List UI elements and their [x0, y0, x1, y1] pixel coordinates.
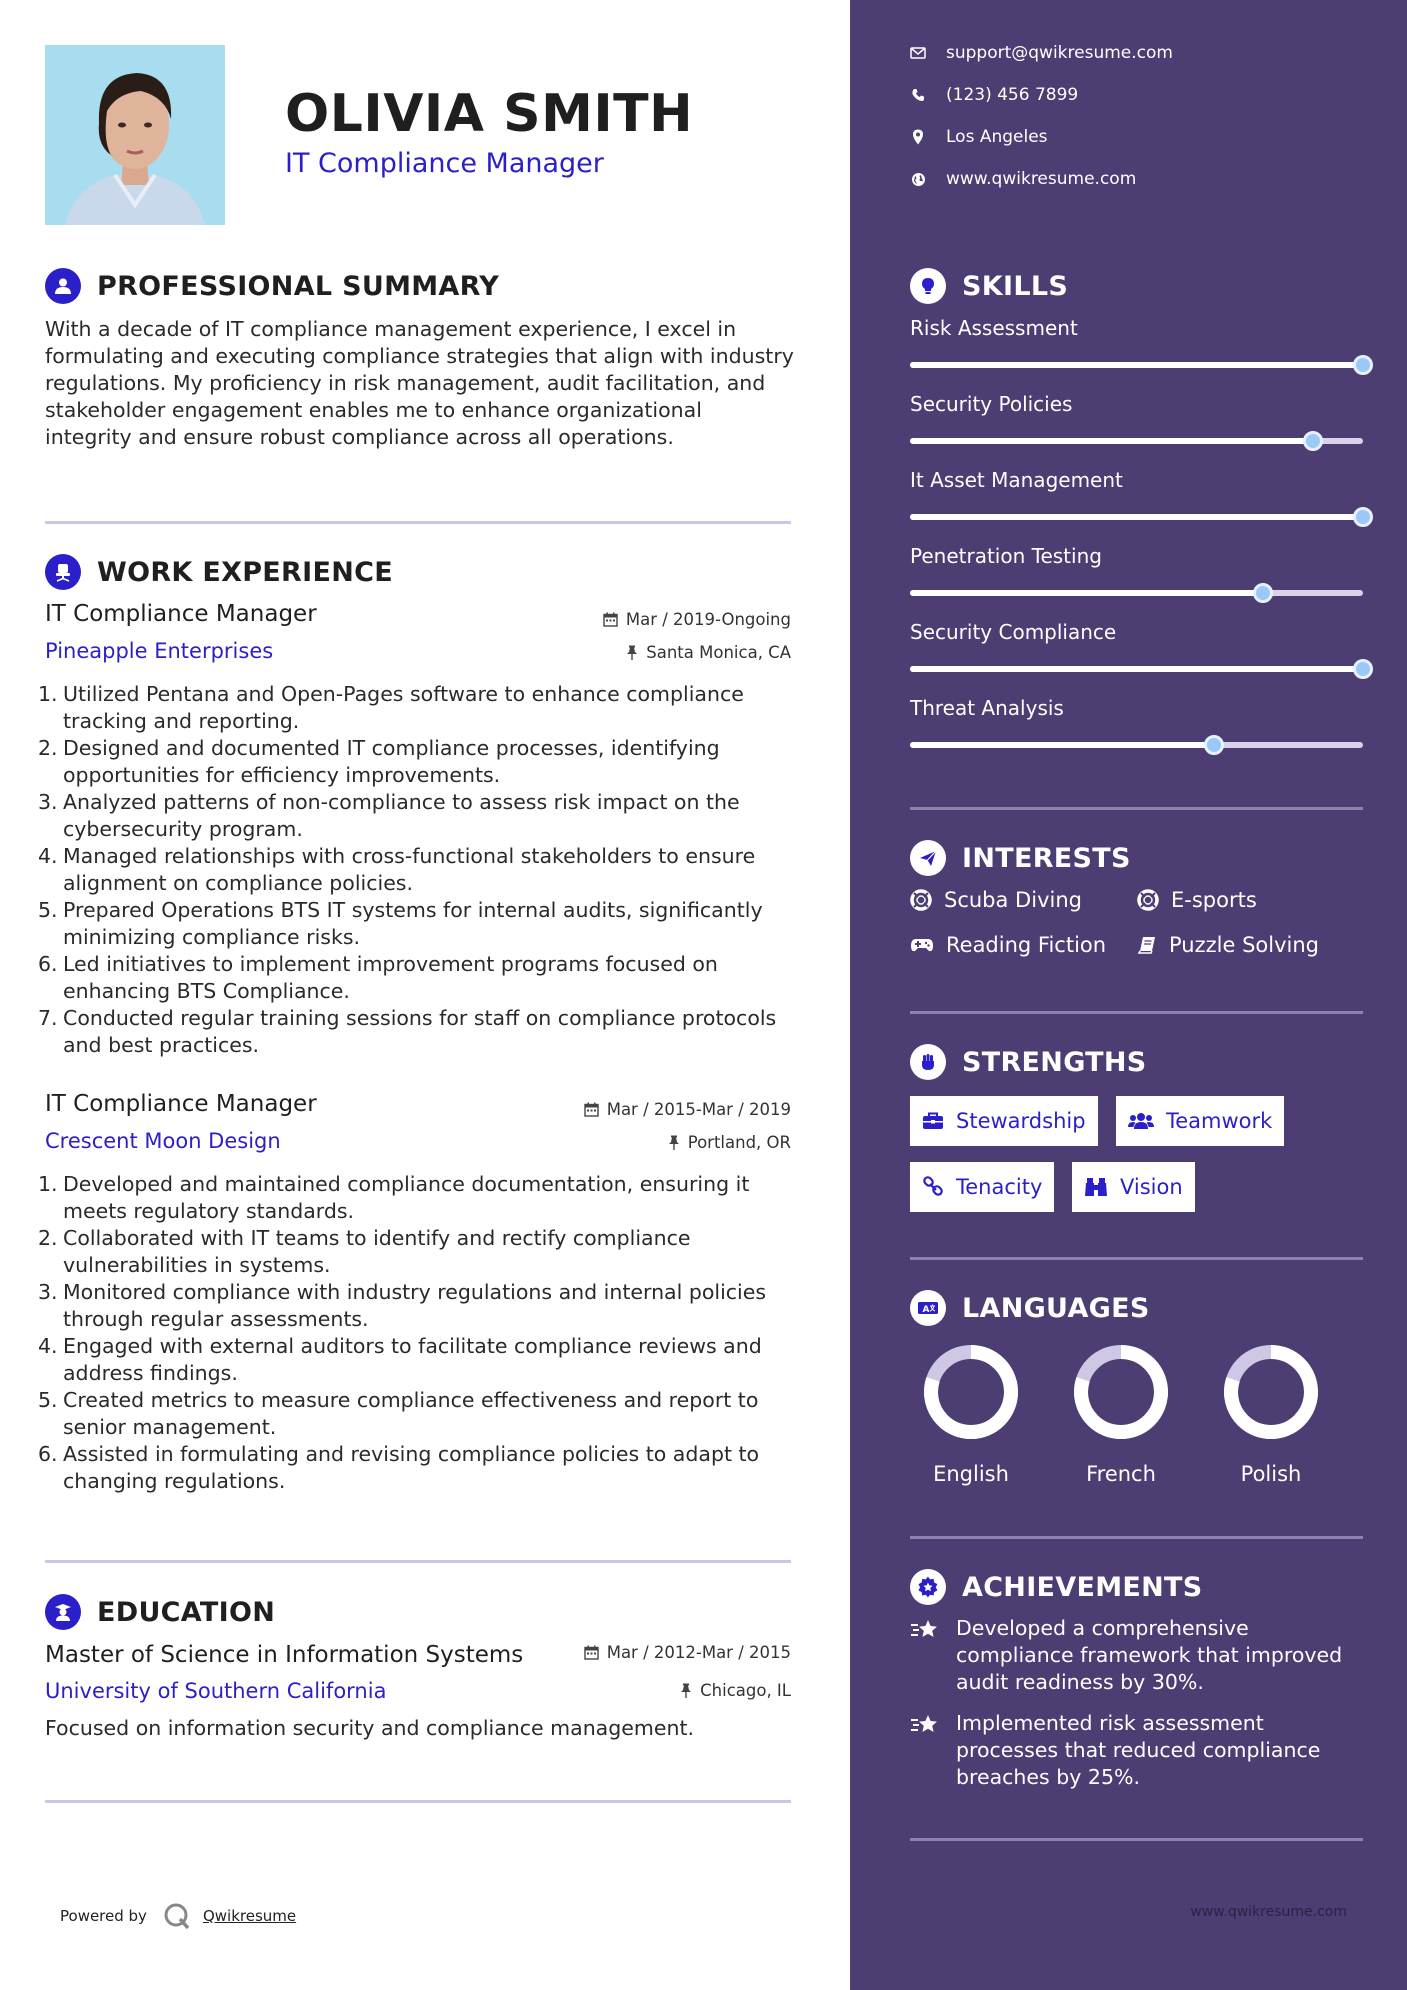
job-location-text: Portland, OR: [687, 1133, 791, 1152]
responsibility-text: Created metrics to measure compliance effectiveness and report to senior management.: [63, 1388, 759, 1439]
contact-phone-text: (123) 456 7899: [946, 85, 1079, 105]
strength-chip: [910, 1096, 1098, 1146]
section-divider: [45, 1560, 791, 1563]
languages-title: LANGUAGES: [962, 1292, 1150, 1324]
language-item: [906, 1344, 1036, 1486]
phone-icon: [911, 88, 925, 102]
job-responsibilities: [38, 681, 798, 1059]
section-divider: [45, 1800, 791, 1803]
contact-phone: [910, 85, 1078, 105]
responsibility-text: Conducted regular training sessions for staff on compliance protocols and best practices.: [63, 1006, 777, 1057]
skill-level-fill: [910, 438, 1313, 444]
pin-icon: [680, 1683, 692, 1698]
calendar-icon: [584, 1102, 599, 1117]
users-icon: [1128, 1112, 1154, 1130]
responsibility-text: Monitored compliance with industry regulations and internal policies through regular assessments.: [63, 1280, 767, 1331]
job-dates-text: Mar / 2019-Ongoing: [625, 610, 791, 629]
strength-label: Teamwork: [1166, 1109, 1273, 1133]
strength-chip: [1072, 1162, 1195, 1212]
responsibility-item: [38, 843, 798, 897]
skills-heading: [910, 268, 1068, 304]
calendar-icon: [603, 612, 618, 627]
item-number: 6.: [38, 952, 58, 976]
achievement-text: Developed a comprehensive compliance framework that improved audit readiness by 30%.: [956, 1616, 1343, 1694]
shooting-star-icon: [910, 1712, 940, 1738]
skill-name: Security Compliance: [910, 620, 1117, 644]
language-name: English: [933, 1462, 1009, 1486]
responsibility-text: Engaged with external auditors to facilitate compliance reviews and address findings.: [63, 1334, 762, 1385]
skill-level-knob: [1303, 431, 1323, 451]
job-title: IT Compliance Manager: [45, 1091, 317, 1117]
candidate-title: IT Compliance Manager: [285, 148, 604, 179]
book-icon: [1137, 935, 1157, 955]
pin-icon: [626, 645, 638, 660]
map-marker-icon: [912, 129, 924, 145]
strengths-heading: [910, 1044, 1147, 1080]
contact-website: [910, 169, 1136, 189]
contact-location-text: Los Angeles: [946, 127, 1048, 147]
responsibility-text: Utilized Pentana and Open-Pages software to enhance compliance tracking and reporting.: [63, 682, 744, 733]
responsibility-item: [38, 681, 798, 735]
education-heading: [45, 1594, 275, 1630]
school-name: University of Southern California: [45, 1679, 387, 1703]
powered-by: [60, 1902, 296, 1930]
contact-email-text[interactable]: support@qwikresume.com: [946, 43, 1173, 63]
education-location-text: Chicago, IL: [700, 1681, 791, 1700]
item-number: 2.: [38, 1226, 58, 1250]
responsibility-item: [38, 1279, 798, 1333]
responsibility-item: [38, 789, 798, 843]
strength-label: Vision: [1120, 1175, 1183, 1199]
responsibility-item: [38, 1005, 798, 1059]
section-divider: [910, 1536, 1363, 1539]
skill-level-bar: [910, 362, 1363, 368]
responsibility-item: [38, 1333, 798, 1387]
item-number: 5.: [38, 898, 58, 922]
summary-heading: [45, 268, 499, 304]
skill-level-fill: [910, 514, 1363, 520]
paper-plane-icon: [910, 840, 946, 876]
skill-level-fill: [910, 590, 1263, 596]
skill-level-knob: [1204, 735, 1224, 755]
link-icon: [922, 1176, 944, 1198]
language-level-ring: [1223, 1344, 1319, 1440]
skill-level-knob: [1353, 659, 1373, 679]
skill-level-knob: [1353, 507, 1373, 527]
job-company: Pineapple Enterprises: [45, 639, 274, 663]
item-number: 3.: [38, 1280, 58, 1304]
responsibility-text: Assisted in formulating and revising compliance policies to adapt to changing regulations.: [63, 1442, 760, 1493]
achievement-text: Implemented risk assessment processes that reduced compliance breaches by 25%.: [956, 1711, 1321, 1789]
responsibility-item: [38, 735, 798, 789]
education-dates: [584, 1643, 791, 1662]
interest-label: Reading Fiction: [946, 933, 1107, 957]
gamepad-icon: [910, 937, 934, 953]
item-number: 2.: [38, 736, 58, 760]
globe-icon: [911, 172, 926, 187]
education-location: [680, 1681, 791, 1700]
section-divider: [910, 807, 1363, 810]
interest-item: [1137, 888, 1257, 912]
profile-photo: [45, 45, 225, 225]
skill-level-fill: [910, 666, 1363, 672]
life-ring-icon: [1137, 889, 1159, 911]
achievement-item: [910, 1710, 1370, 1791]
item-number: 5.: [38, 1388, 58, 1412]
raised-fist-icon: [910, 1044, 946, 1080]
qwikresume-logo-icon: [163, 1902, 191, 1930]
skills-title: SKILLS: [962, 270, 1069, 302]
responsibility-text: Prepared Operations BTS IT systems for internal audits, significantly minimizing compliance risks.: [63, 898, 763, 949]
responsibility-text: Analyzed patterns of non-compliance to assess risk impact on the cybersecurity program.: [63, 790, 740, 841]
responsibility-text: Designed and documented IT compliance processes, identifying opportunities for efficiency improvements.: [63, 736, 720, 787]
skill-level-bar: [910, 514, 1363, 520]
contact-location: [910, 127, 1048, 147]
contact-website-text[interactable]: www.qwikresume.com: [946, 169, 1137, 189]
qwikresume-link[interactable]: Qwikresume: [202, 1907, 297, 1925]
responsibility-item: [38, 1225, 798, 1279]
graduate-icon: [45, 1594, 81, 1630]
language-level-ring: [1073, 1344, 1169, 1440]
interest-label: Scuba Diving: [944, 888, 1082, 912]
shooting-star-icon: [910, 1617, 940, 1643]
job-title: IT Compliance Manager: [45, 601, 317, 627]
job-dates: [603, 610, 791, 629]
strength-chip: [1116, 1096, 1284, 1146]
summary-title: PROFESSIONAL SUMMARY: [97, 270, 500, 302]
powered-by-label: Powered by: [60, 1907, 147, 1925]
skill-level-knob: [1353, 355, 1373, 375]
interest-item: [1137, 933, 1319, 957]
experience-heading: [45, 554, 393, 590]
responsibility-item: [38, 1171, 798, 1225]
job-location-text: Santa Monica, CA: [646, 643, 791, 662]
degree-title: Master of Science in Information Systems: [45, 1642, 524, 1668]
language-item: [1056, 1344, 1186, 1486]
skill-level-knob: [1253, 583, 1273, 603]
strengths-title: STRENGTHS: [962, 1046, 1147, 1078]
lightbulb-icon: [910, 268, 946, 304]
strength-chip: [910, 1162, 1054, 1212]
office-chair-icon: [45, 554, 81, 590]
job-location: [626, 643, 791, 662]
job-dates: [584, 1100, 791, 1119]
calendar-icon: [584, 1645, 599, 1660]
language-item: [1206, 1344, 1336, 1486]
interest-item: [910, 888, 1082, 912]
envelope-icon: [910, 47, 926, 59]
svg-text:A: A: [922, 1305, 930, 1315]
section-divider: [910, 1838, 1363, 1841]
skill-name: It Asset Management: [910, 468, 1123, 492]
education-dates-text: Mar / 2012-Mar / 2015: [606, 1643, 791, 1662]
section-divider: [910, 1011, 1363, 1014]
skill-name: Threat Analysis: [910, 696, 1064, 720]
interests-title: INTERESTS: [962, 842, 1131, 874]
skill-name: Risk Assessment: [910, 316, 1078, 340]
job-location: [668, 1133, 791, 1152]
item-number: 4.: [38, 844, 58, 868]
skill-level-bar: [910, 590, 1363, 596]
achievement-item: [910, 1615, 1370, 1696]
star-badge-icon: [910, 1569, 946, 1605]
languages-heading: [910, 1290, 1150, 1326]
briefcase-icon: [922, 1112, 944, 1130]
sidebar: [850, 0, 1407, 1990]
candidate-name: OLIVIA SMITH: [285, 84, 694, 144]
responsibility-item: [38, 1441, 798, 1495]
responsibility-text: Managed relationships with cross-functional stakeholders to ensure alignment on compliance policies.: [63, 844, 756, 895]
experience-title: WORK EXPERIENCE: [97, 556, 393, 588]
language-name: Polish: [1240, 1462, 1302, 1486]
responsibility-text: Collaborated with IT teams to identify and rectify compliance vulnerabilities in systems.: [63, 1226, 691, 1277]
skill-level-bar: [910, 666, 1363, 672]
interests-heading: [910, 840, 1131, 876]
achievements-title: ACHIEVEMENTS: [962, 1571, 1203, 1603]
responsibility-text: Developed and maintained compliance documentation, ensuring it meets regulatory standards.: [63, 1172, 750, 1223]
interest-label: E-sports: [1171, 888, 1257, 912]
skill-level-fill: [910, 742, 1214, 748]
skill-name: Security Policies: [910, 392, 1073, 416]
item-number: 1.: [38, 682, 58, 706]
summary-text: With a decade of IT compliance management experience, I excel in formulating and executing compliance strategies that align with industry regulations. My proficiency in risk management, audit facilitation, and stakeholder engagement enables me to enhance organizational integrity and ensure robust compliance across all operations.: [45, 317, 794, 449]
responsibility-item: [38, 897, 798, 951]
language-name: French: [1086, 1462, 1156, 1486]
section-divider: [910, 1257, 1363, 1260]
skill-level-bar: [910, 742, 1363, 748]
binoculars-icon: [1084, 1177, 1108, 1197]
job-responsibilities: [38, 1171, 798, 1495]
user-icon: [45, 268, 81, 304]
item-number: 7.: [38, 1006, 58, 1030]
job-company: Crescent Moon Design: [45, 1129, 281, 1153]
language-icon: [910, 1290, 946, 1326]
job-dates-text: Mar / 2015-Mar / 2019: [606, 1100, 791, 1119]
strength-label: Stewardship: [956, 1109, 1086, 1133]
item-number: 4.: [38, 1334, 58, 1358]
responsibility-item: [38, 951, 798, 1005]
item-number: 6.: [38, 1442, 58, 1466]
education-title: EDUCATION: [97, 1596, 276, 1628]
responsibility-text: Led initiatives to implement improvement programs focused on enhancing BTS Compliance.: [63, 952, 718, 1003]
skill-name: Penetration Testing: [910, 544, 1102, 568]
skill-level-bar: [910, 438, 1363, 444]
section-divider: [45, 521, 791, 524]
skill-level-fill: [910, 362, 1363, 368]
interest-item: [910, 933, 1106, 957]
footer-url[interactable]: www.qwikresume.com: [1190, 1904, 1347, 1920]
interest-label: Puzzle Solving: [1169, 933, 1319, 957]
language-level-ring: [923, 1344, 1019, 1440]
responsibility-item: [38, 1387, 798, 1441]
achievements-heading: [910, 1569, 1203, 1605]
item-number: 1.: [38, 1172, 58, 1196]
strength-label: Tenacity: [956, 1175, 1043, 1199]
contact-email: [910, 43, 1173, 63]
pin-icon: [668, 1135, 680, 1150]
item-number: 3.: [38, 790, 58, 814]
life-ring-icon: [910, 889, 932, 911]
education-description: Focused on information security and compliance management.: [45, 1716, 695, 1740]
